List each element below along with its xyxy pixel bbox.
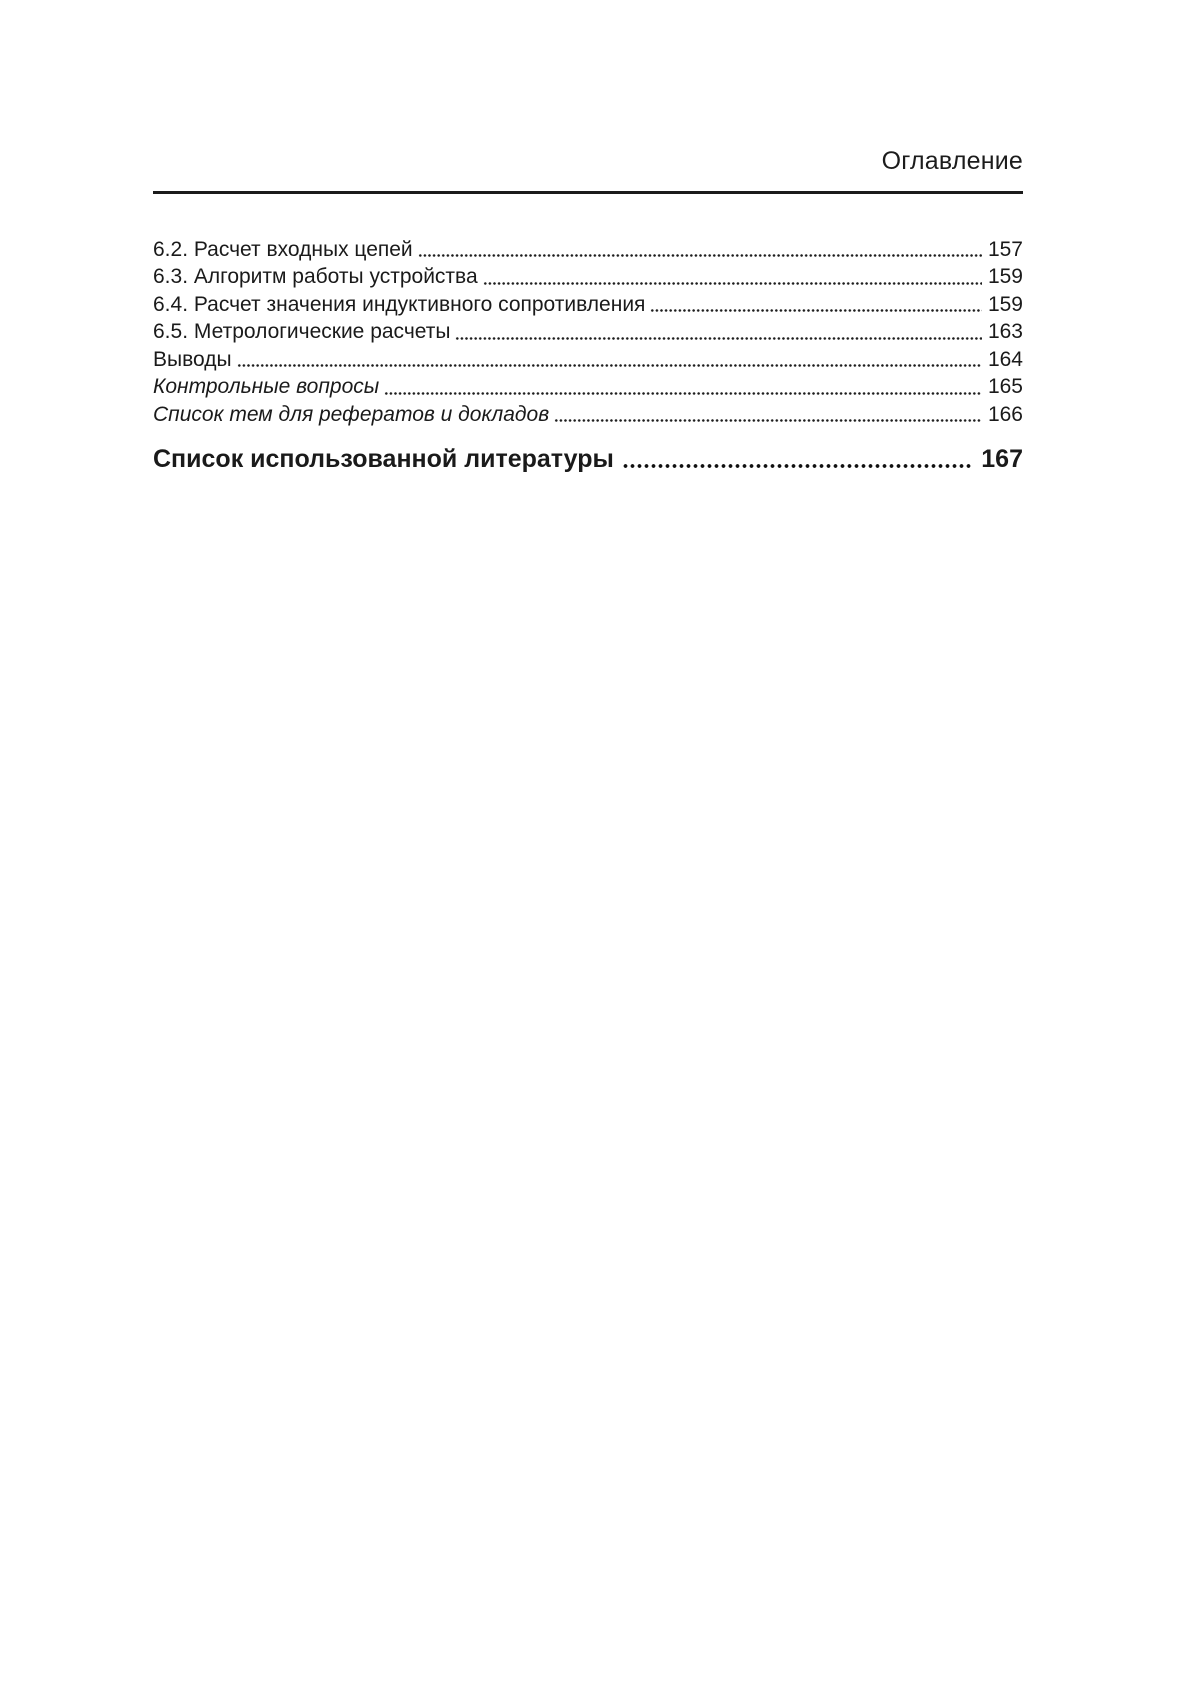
toc-entry-label: 6.2. Расчет входных цепей xyxy=(153,237,413,261)
page-content xyxy=(153,0,1023,475)
toc-entry-label: Список тем для рефератов и докладов xyxy=(153,402,550,426)
dot-leader xyxy=(237,364,982,367)
toc-entry-label: Выводы xyxy=(153,347,232,371)
dot-leader xyxy=(455,337,981,340)
toc-list xyxy=(153,236,1023,476)
toc-entry-label: Список использованной литературы xyxy=(153,445,614,473)
toc-entry xyxy=(153,401,1023,429)
dot-leader xyxy=(483,282,982,285)
toc-entry-label: Контрольные вопросы xyxy=(153,375,380,398)
toc-entry xyxy=(153,236,1023,264)
toc-entry xyxy=(153,373,1023,401)
toc-entry-page: 167 xyxy=(981,445,1023,473)
toc-entry xyxy=(153,263,1023,291)
toc-entry-page: 163 xyxy=(987,320,1023,343)
running-head: Оглавление xyxy=(881,147,1023,175)
header-rule xyxy=(153,191,1023,194)
dot-leader xyxy=(622,464,972,468)
toc-entry-label: 6.3. Алгоритм работы устройства xyxy=(153,265,478,288)
toc-entry-page: 157 xyxy=(987,237,1023,261)
toc-entry-page: 165 xyxy=(987,375,1023,398)
dot-leader xyxy=(418,254,982,257)
toc-entry xyxy=(153,318,1023,346)
toc-entry-page: 166 xyxy=(987,402,1023,426)
toc-entry-page: 159 xyxy=(987,265,1023,288)
toc-entry-page: 159 xyxy=(987,292,1023,316)
toc-entry-page: 164 xyxy=(987,347,1023,371)
dot-leader xyxy=(650,309,982,312)
toc-entry xyxy=(153,444,1023,475)
toc-entry xyxy=(153,346,1023,374)
dot-leader xyxy=(384,392,982,395)
toc-entry-label: 6.5. Метрологические расчеты xyxy=(153,320,451,343)
toc-entry xyxy=(153,291,1023,319)
toc-entry-label: 6.4. Расчет значения индуктивного сопротивления xyxy=(153,292,646,316)
dot-leader xyxy=(554,419,982,422)
